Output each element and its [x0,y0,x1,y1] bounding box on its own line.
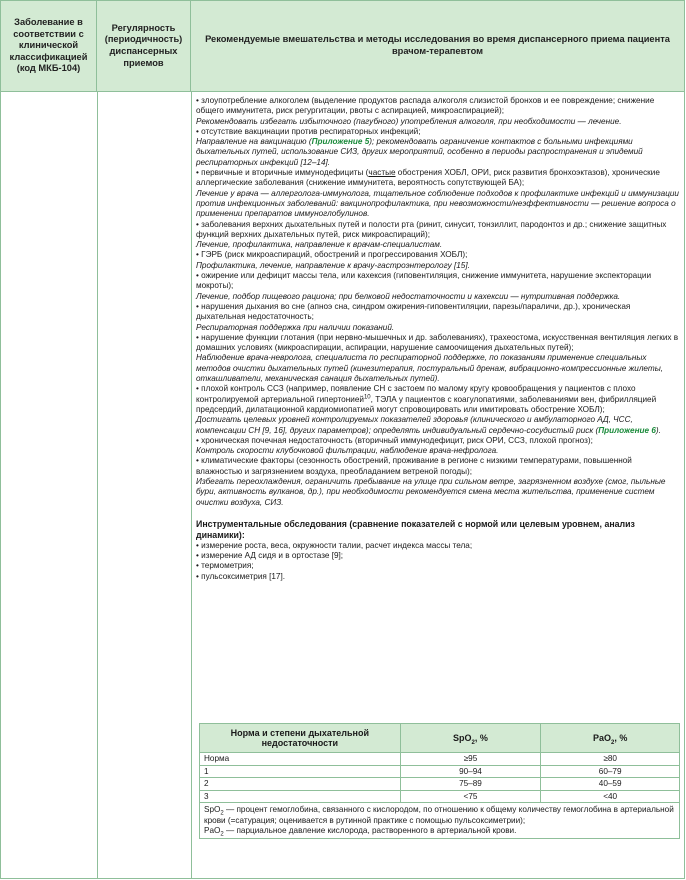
underlined-word: частые [368,168,396,178]
header-text: PaO [592,732,611,743]
recommendation-sleep-breathing: Респираторная поддержка при наличии показаний. [196,322,395,332]
table-notes-row [200,803,680,839]
col-header-pao2 [541,724,680,753]
cell-pao2: ≥80 [541,753,680,766]
recommendation-renal: Контроль скорости клубочковой фильтрации, наблюдение врача-нефролога. [196,446,499,456]
header-interventions: Рекомендуемые вмешательства и методы исследования во время диспансерного приема пациента врачом-терапевтом [205,34,670,56]
subscript: 2 [471,739,475,746]
text-part: Достигать целевых уровней контролируемых показателей здоровья (клинического и амбулаторного АД, ЧСС, компенсации СН [9, 16], других параметров); определять индивидуальный сердечно-сосудистый риск ( [196,415,633,435]
recommendation-immunodeficiency: Лечение у врача — аллерголога-иммунолога, тщательное соблюдение подходов к профилактике инфекций и иммунизации против инфекционных заболеваний: вакцинопрофилактика, при невозможности/неэффективности — решение вопроса о применении препаратов иммуноглобулинов. [196,188,679,219]
note-text: — парциальное давление кислорода, растворенного в артериальной крови. [223,825,517,835]
cell-pao2: 60–79 [541,765,680,778]
text-part: • плохой контроль ССЗ (например, появление СН с застоем по малому кругу кровообращения у пациентов с плохо контролируемой артериальной гипертонией [196,384,636,404]
instrumental-heading: Инструментальные обследования (сравнение показателей с нормой или целевым уровнем, анализ динамики): [196,518,635,540]
recommendation-gerd: Профилактика, лечение, направление к врачу-гастроэнтерологу [15]. [196,260,470,270]
interventions-content [196,96,680,582]
col-header-spo2 [400,724,541,753]
factor-vaccination: • отсутствие вакцинации против респираторных инфекций; [196,126,421,136]
cell-degree: Норма [200,753,401,766]
instrumental-item: • пульсоксиметрия [17]. [196,571,286,581]
cell-degree: 3 [200,790,401,803]
note-term: PaO [204,825,221,835]
instrumental-item: • измерение роста, веса, окружности талии, расчет индекса массы тела; [196,540,473,550]
col-header-degree: Норма и степени дыхательной недостаточности [200,724,401,753]
text-part: • первичные и вторичные иммунодефициты ( [196,168,369,178]
note-text: — процент гемоглобина, связанного с кислородом, по отношению к общему количеству гемоглобина в артериальной крови (=сатурация; оценивается в рутинной практике с помощью пульсоксиметрии); [204,805,674,825]
footnote-ref: 10 [363,393,371,400]
recommendation-swallowing: Наблюдение врача-невролога, специалиста по респираторной поддержке, по показаниям применение специальных методов очистки дыхательных путей (кинезитерапия, постуральный дренаж, вибрационно-компрессионные жилеты, откашливатели, механическая санация дыхательных путей). [196,353,664,384]
recommendation-vaccination [196,137,680,168]
factor-weight: • ожирение или дефицит массы тела, или кахексия (гиповентиляция, снижение иммунитета, нарушение экспекторации мокроты); [196,271,652,291]
recommendation-climate: Избегать переохлаждения, ограничить пребывание на улице при сильном ветре, загрязненном воздухе (смог, пыльные бури, активность вулканов, др.), при необходимости рекомендуется смена места жительства, применение систем очистки воздуха, СИЗ. [196,476,666,507]
instrumental-item: • измерение АД сидя и в ортостазе [9]; [196,551,344,561]
cell-spo2: ≥95 [400,753,541,766]
table-header-row [200,724,680,753]
note-term: SpO [204,805,221,815]
table-row [200,778,680,791]
factor-gerd: • ГЭРБ (риск микроаспираций, обострений и прогрессирования ХОБЛ); [196,250,468,260]
column-divider [97,91,98,879]
factor-cardiovascular [196,384,680,415]
header-text: , % [474,732,488,743]
note-pao2 [204,826,675,836]
cell-pao2: <40 [541,790,680,803]
cell-spo2: <75 [400,790,541,803]
recommendation-upper-airways: Лечение, профилактика, направление к врачам-специалистам. [196,240,443,250]
header-disease: Заболевание в соответствии с клинической классификацией (код МКБ-104) [1,1,97,91]
text-part: ). [655,425,661,435]
cell-degree: 2 [200,778,401,791]
cell-pao2: 40–59 [541,778,680,791]
table-row [200,765,680,778]
factor-sleep-breathing: • нарушения дыхания во сне (апноэ сна, синдром ожирения-гиповентиляции, парезы/параличи, др.), хроническая дыхательная недостаточность; [196,301,631,322]
cell-degree: 1 [200,765,401,778]
table-header [1,1,684,92]
factor-alcohol: • злоупотребление алкоголем (выделение продуктов распада алкоголя слизистой бронхов и ее повреждение; снижение общего иммунитета, риск регургитации, рвоты с аспирацией, микроаспирацией); [196,96,655,116]
column-divider [191,91,192,879]
text-part: ); рекомендовать ограничение контактов с больными инфекциями дыхательных путей, использование СИЗ, других мероприятий, особенно в периоды распространения и эпидемий респираторных инфекций [12–14]. [196,137,643,167]
cell-spo2: 75–89 [400,778,541,791]
factor-immunodeficiency [196,168,680,189]
recommendation-alcohol: Рекомендовать избегать избыточного (пагубного) употребления алкоголя, при необходимости — лечение. [196,116,622,126]
subscript: 2 [610,739,615,746]
subscript: 2 [220,831,224,838]
factor-climate: • климатические факторы (сезонность обострений, проживание в регионе с низкими температурами, повышенной влажностью и загрязнением воздуха, преобладанием ветреной погоды); [196,456,632,476]
subscript: 2 [220,811,224,818]
header-regularity: Регулярность (периодичность) диспансерных приемов [97,1,191,91]
cell-spo2: 90–94 [400,765,541,778]
instrumental-item: • термометрия; [196,561,254,571]
recommendation-weight: Лечение, подбор пищевого рациона; при белковой недостаточности и кахексии — нутритивная поддержка. [196,291,621,301]
header-text: , % [614,732,628,743]
text-part: обострения ХОБЛ, ОРИ, риск развития бронхоэктазов), хронические аллергические заболевания (снижение иммунитета, вероятность сопутствующей БА); [196,168,660,188]
table-notes [200,803,680,839]
respiratory-failure-table [199,723,680,839]
note-spo2 [204,805,675,826]
table-row [200,790,680,803]
table-row [200,753,680,766]
appendix-6-link[interactable]: Приложение 6 [598,425,656,435]
factor-swallowing: • нарушение функции глотания (при нервно-мышечных и др. заболеваниях), трахеостома, искусственная вентиляция легких в домашних условиях (микроаспирации, аспирации, нарушение самоочищения дыхательных путей); [196,332,679,353]
appendix-5-link[interactable]: Приложение 5 [311,137,370,147]
text-part: Направление на вакцинацию ( [196,137,312,147]
recommendation-cardiovascular [196,415,680,436]
factor-upper-airways: • заболевания верхних дыхательных путей и полости рта (ринит, синусит, тонзиллит, пародонтоз и др.; снижение защитных функций верхних дыхательных путей, риск микроаспираций); [196,219,667,239]
text-part: , ТЭЛА у пациентов с коагулопатиями, заболеваниями вен, фибрилляцией предсердий, дилатационной кардиомиопатией могут спровоцировать или имитировать обострение ХОБЛ); [196,394,657,414]
factor-renal: • хроническая почечная недостаточность (вторичный иммунодефицит, риск ОРИ, ССЗ, плохой прогноз); [196,435,593,445]
header-text: SpO [453,732,472,743]
